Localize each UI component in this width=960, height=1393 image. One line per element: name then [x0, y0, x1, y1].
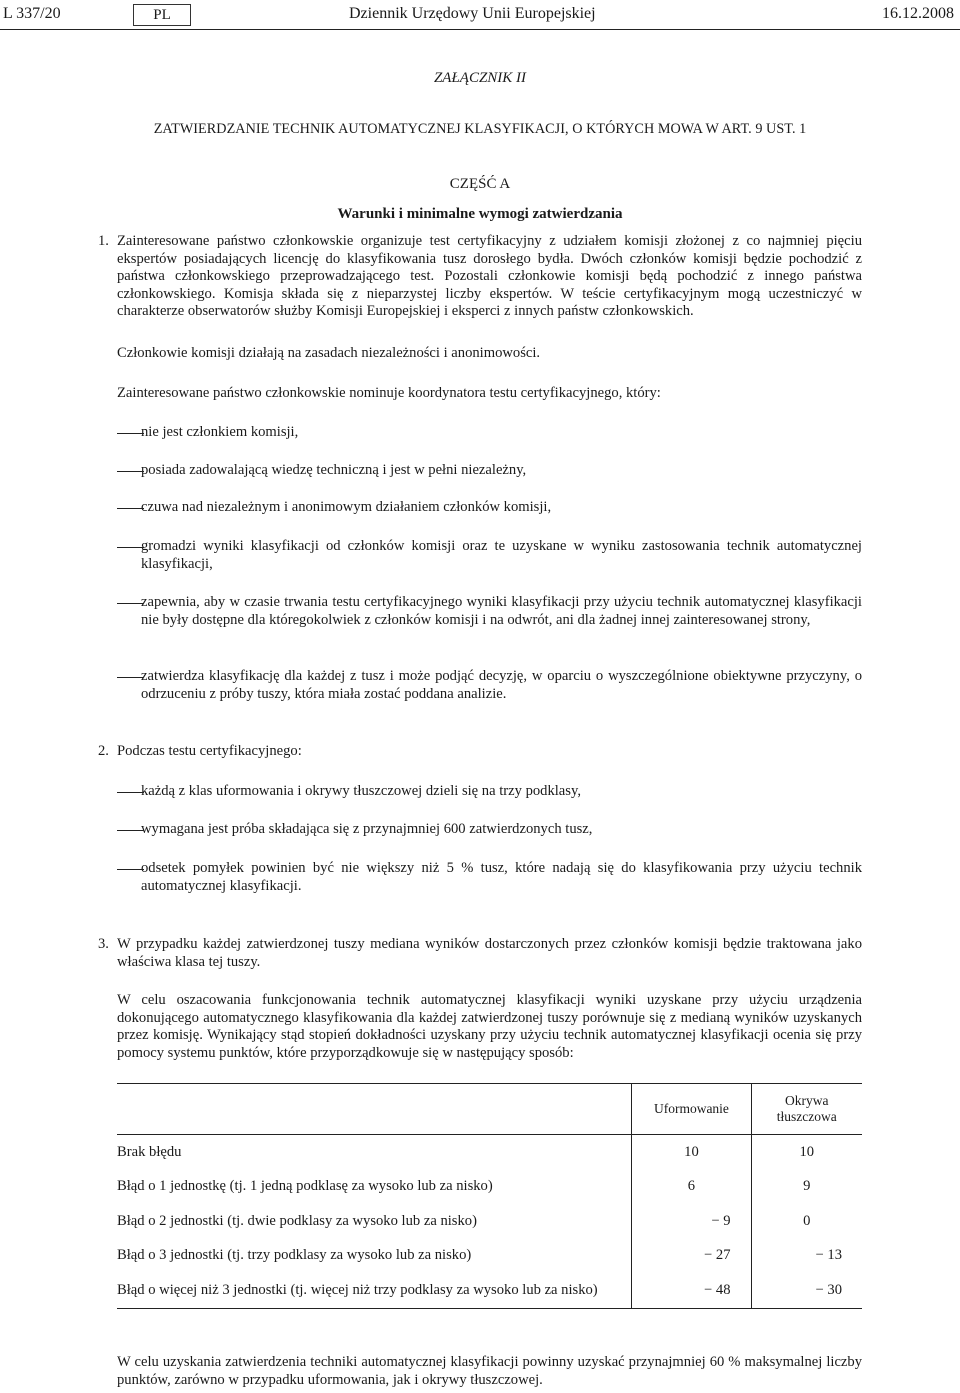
- page-reference: L 337/20: [3, 5, 61, 22]
- paragraph: W celu uzyskania zatwierdzenia techniki automatycznej klasyfikacji powinny uzyskać przynajmniej 60 % maksymalnej liczby punktów, zarówno w przypadku uformowania, jak i okrywy tłuszczowej.: [117, 1354, 862, 1388]
- paragraph: W celu oszacowania funkcjonowania technik automatycznej klasyfikacji wyniki uzyskane przy użyciu urządzenia dokonującego automatycznego klasyfikowania dla każdej zatwierdzonej tuszy porównuje się z medianą wyników uzyskanych przez komisję. Wynikający stąd stopień dokładności uzyskany przy użyciu technik automatycznej klasyfikacji ocenia się przy pomocy systemu punktów, które przyporządkowuje się w następujący sposób:: [117, 992, 862, 1061]
- section-subtitle: Warunki i minimalne wymogi zatwierdzania: [337, 206, 623, 222]
- section-number: 3.: [98, 936, 109, 952]
- paragraph: Zainteresowane państwo członkowskie nominuje koordynatora testu certyfikacyjnego, który:: [117, 385, 661, 401]
- language-code-box: PL: [133, 4, 191, 26]
- paragraph: Członkowie komisji działają na zasadach niezależności i anonimowości.: [117, 345, 541, 361]
- document-title: ZATWIERDZANIE TECHNIK AUTOMATYCZNEJ KLASYFIKACJI, O KTÓRYCH MOWA W ART. 9 UST. 1: [153, 121, 807, 137]
- section-number: 2.: [98, 743, 109, 759]
- table-row: Błąd o 1 jednostkę (tj. 1 jedną podklasę za wysoko lub za nisko) 6 9: [117, 1170, 862, 1205]
- points-table: [117, 1083, 862, 1309]
- table-row: Błąd o 3 jednostki (tj. trzy podklasy za wysoko lub za nisko) − 27 − 13: [117, 1239, 862, 1274]
- paragraph: Zainteresowane państwo członkowskie organizuje test certyfikacyjny z udziałem komisji złożonej z co najmniej pięciu ekspertów posiadających licencję do klasyfikowania tusz dorosłego bydła. Dwóch członków komisji będzie pochodzić z państwa członkowskiego przeprowadzającego test. Pozostali członkowie komisji będą pochodzić z innego państwa członkowskiego. Komisja składa się z nieparzystej liczby ekspertów. W teście certyfikacyjnym mogą uczestniczyć w charakterze obserwatorów służby Komisji Europejskiej i eksperci z innych państw członkowskich.: [117, 233, 862, 319]
- table-row: Błąd o 2 jednostki (tj. dwie podklasy za wysoko lub za nisko) − 9 0: [117, 1204, 862, 1239]
- list-item: każdą z klas uformowania i okrywy tłuszczowej dzieli się na trzy podklasy,: [141, 783, 581, 799]
- journal-title: Dziennik Urzędowy Unii Europejskiej: [349, 5, 596, 22]
- table-header-row: [117, 1084, 862, 1135]
- list-item: gromadzi wyniki klasyfikacji od członków komisji oraz te uzyskane w wyniku zastosowania technik automatycznej klasyfikacji,: [141, 538, 862, 572]
- section-number: 1.: [98, 233, 109, 249]
- part-heading: CZĘŚĆ A: [449, 176, 511, 192]
- table-header-fat-cover: Okrywa tłuszczowa: [751, 1084, 862, 1135]
- paragraph: W przypadku każdej zatwierdzonej tuszy mediana wyników dostarczonych przez członków komisji będzie traktowana jako właściwa klasa tej tuszy.: [117, 936, 862, 970]
- list-item: odsetek pomyłek powinien być nie większy niż 5 % tusz, które nadają się do klasyfikowania przy użyciu technik automatycznej klasyfikacji.: [141, 860, 862, 894]
- table-row: Brak błędu 10 10: [117, 1135, 862, 1170]
- list-item: nie jest członkiem komisji,: [141, 424, 299, 440]
- list-item: wymagana jest próba składająca się z przynajmniej 600 zatwierdzonych tusz,: [141, 821, 593, 837]
- page-header: [0, 5, 960, 29]
- header-rule: [0, 29, 960, 30]
- list-item: czuwa nad niezależnym i anonimowym działaniem członków komisji,: [141, 499, 552, 515]
- list-item: posiada zadowalającą wiedzę techniczną i jest w pełni niezależny,: [141, 462, 527, 478]
- list-item: zapewnia, aby w czasie trwania testu certyfikacyjnego wyniki klasyfikacji przy użyciu technik automatycznej klasyfikacji nie były dostępne dla któregokolwiek z członków komisji i na odwrót, ani dla żadnej innej zainteresowanej strony,: [141, 594, 862, 628]
- table-header-empty: [117, 1084, 632, 1135]
- publication-date: 16.12.2008: [882, 5, 954, 22]
- annex-heading: ZAŁĄCZNIK II: [433, 70, 527, 86]
- table-row: Błąd o więcej niż 3 jednostki (tj. więcej niż trzy podklasy za wysoko lub za nisko) − 48 − 30: [117, 1273, 862, 1308]
- list-item: zatwierdza klasyfikację dla każdej z tusz i może podjąć decyzję, w oparciu o wyszczególnione obiektywne przyczyny, o odrzuceniu z próby tuszy, która miała zostać poddana analizie.: [141, 668, 862, 702]
- paragraph: Podczas testu certyfikacyjnego:: [117, 743, 302, 759]
- table-header-conformation: Uformowanie: [632, 1084, 751, 1135]
